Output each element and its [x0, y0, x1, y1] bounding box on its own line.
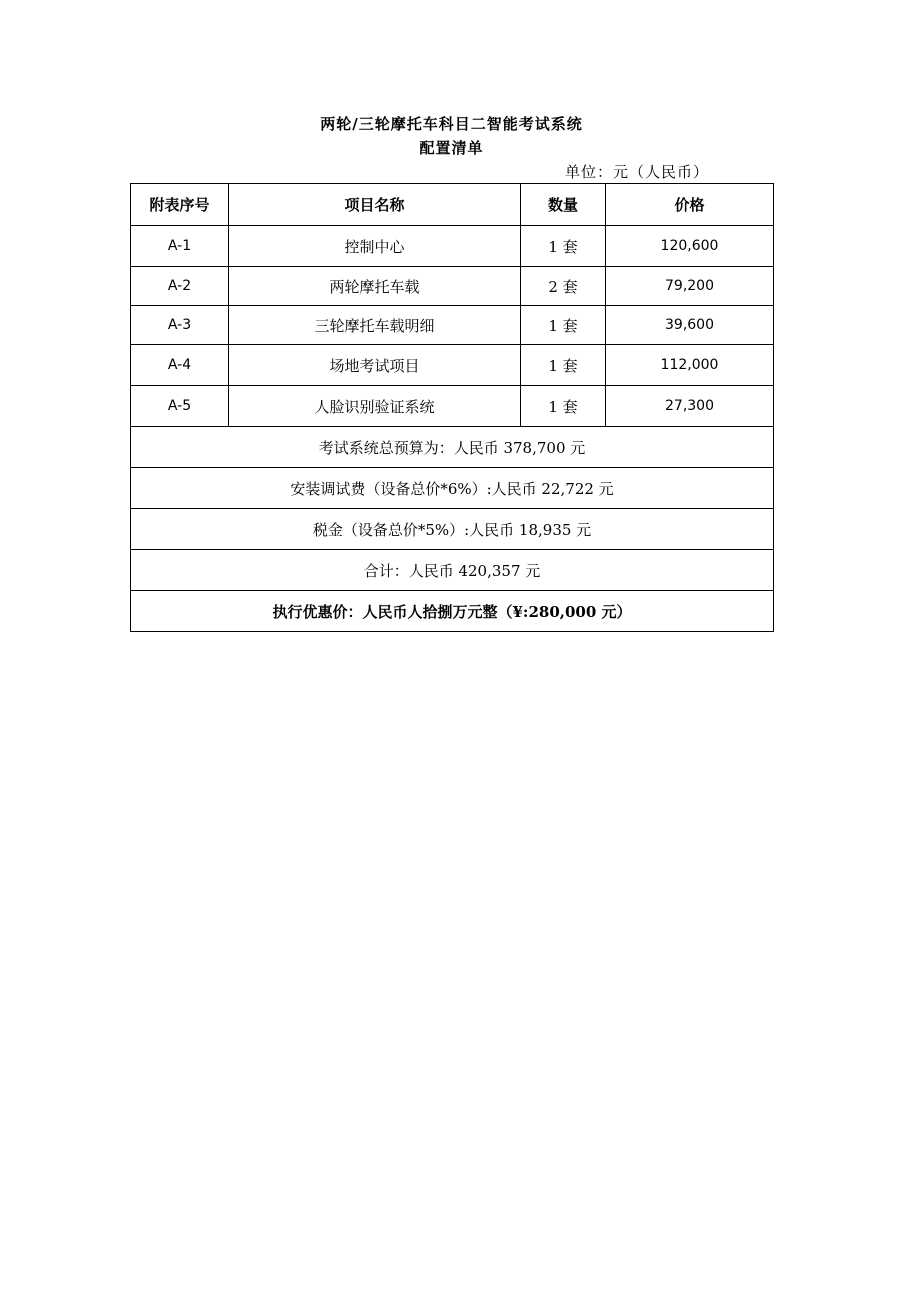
header-item-name: 项目名称: [229, 184, 521, 226]
summary-row-tax: [131, 509, 774, 550]
summary-row-budget: [131, 427, 774, 468]
row-item-name: 人脸识别验证系统: [229, 386, 521, 427]
summary-final-price: 执行优惠价：人民币人拾捌万元整（¥:280,000 元）: [131, 591, 774, 632]
summary-total: 合计：人民币 420,357 元: [131, 550, 774, 591]
table-row: [131, 306, 774, 345]
header-serial: 附表序号: [131, 184, 229, 226]
row-price: 120,600: [606, 226, 774, 267]
summary-row-install: [131, 468, 774, 509]
configuration-table: [130, 183, 774, 632]
row-price: 27,300: [606, 386, 774, 427]
row-serial: A-1: [131, 226, 229, 267]
row-quantity: 2 套: [521, 267, 606, 306]
table-row: [131, 386, 774, 427]
summary-row-total: [131, 550, 774, 591]
row-item-name: 场地考试项目: [229, 345, 521, 386]
row-item-name: 控制中心: [229, 226, 521, 267]
row-quantity: 1 套: [521, 345, 606, 386]
row-item-name: 两轮摩托车载: [229, 267, 521, 306]
header-quantity: 数量: [521, 184, 606, 226]
row-price: 79,200: [606, 267, 774, 306]
summary-row-final: [131, 591, 774, 632]
table-row: [131, 345, 774, 386]
row-item-name: 三轮摩托车载明细: [229, 306, 521, 345]
row-quantity: 1 套: [521, 306, 606, 345]
row-serial: A-5: [131, 386, 229, 427]
document-subtitle: 配置清单: [419, 139, 484, 157]
table-row: [131, 267, 774, 306]
row-price: 39,600: [606, 306, 774, 345]
row-price: 112,000: [606, 345, 774, 386]
table-header-row: [131, 184, 774, 226]
row-quantity: 1 套: [521, 386, 606, 427]
row-serial: A-2: [131, 267, 229, 306]
table-row: [131, 226, 774, 267]
header-price: 价格: [606, 184, 774, 226]
summary-install-fee: 安装调试费（设备总价*6%）:人民币 22,722 元: [131, 468, 774, 509]
row-serial: A-3: [131, 306, 229, 345]
document-title: 两轮/三轮摩托车科目二智能考试系统: [320, 115, 583, 133]
summary-budget: 考试系统总预算为：人民币 378,700 元: [131, 427, 774, 468]
row-serial: A-4: [131, 345, 229, 386]
row-quantity: 1 套: [521, 226, 606, 267]
summary-tax: 税金（设备总价*5%）:人民币 18,935 元: [131, 509, 774, 550]
currency-unit: 单位：元（人民币）: [565, 163, 710, 181]
